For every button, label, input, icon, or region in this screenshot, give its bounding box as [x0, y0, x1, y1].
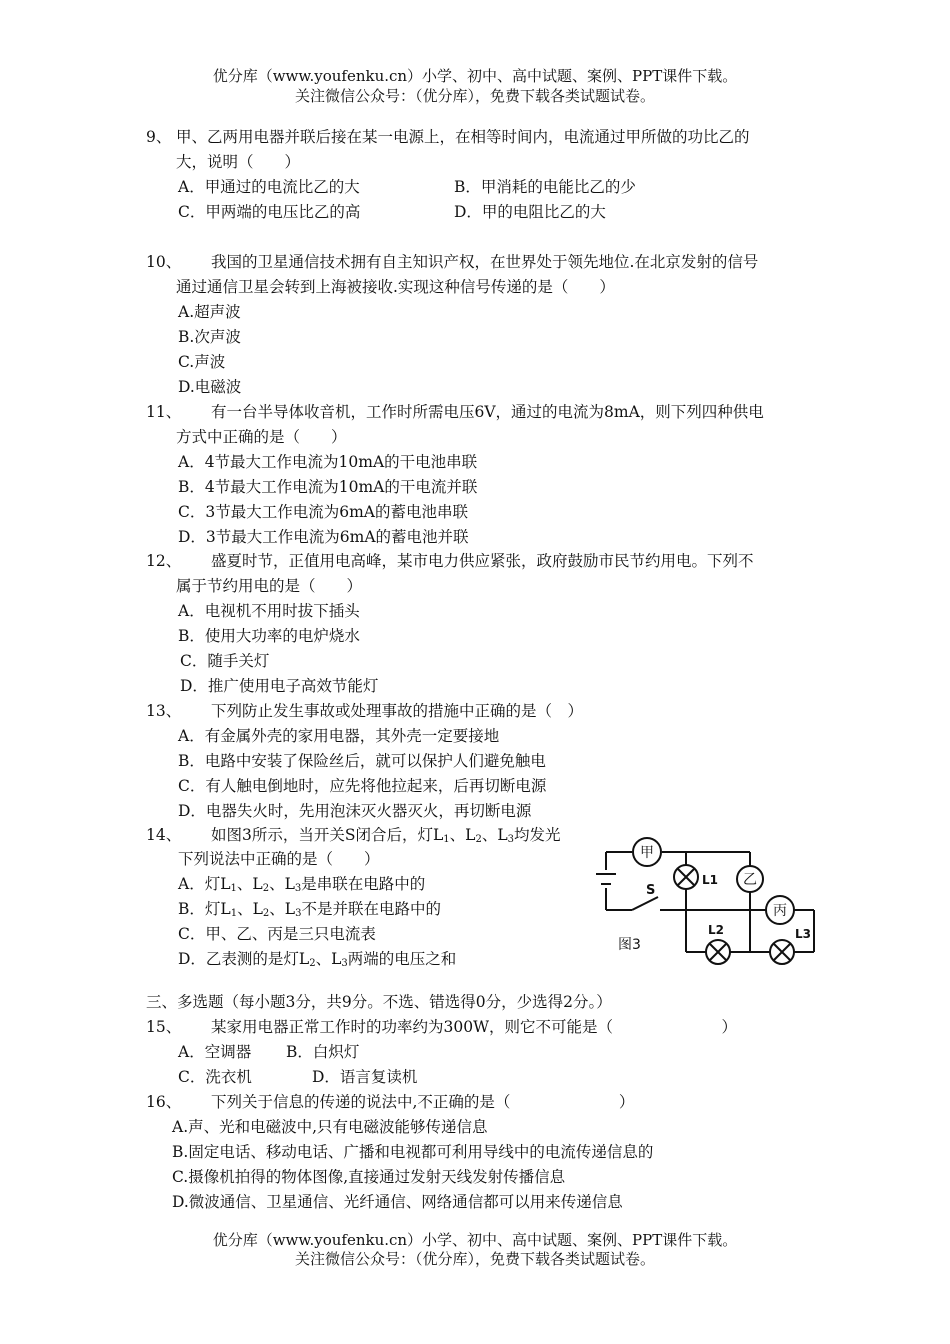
option-c: C．3节最大工作电流为6mA的蓄电池串联	[178, 503, 468, 521]
question-number: 11、	[146, 403, 182, 421]
question-stem: 甲、乙两用电器并联后接在某一电源上，在相等时间内，电流通过甲所做的功比乙的	[176, 128, 750, 146]
lamp-l3-icon	[770, 927, 811, 964]
option-d: D．甲的电阻比乙的大	[454, 203, 606, 221]
option-a: A．4节最大工作电流为10mA的干电池串联	[178, 453, 478, 471]
question-stem-cont: 通过通信卫星会转到上海被接收.实现这种信号传递的是（ ）	[176, 278, 615, 296]
svg-text:乙: 乙	[743, 872, 757, 888]
option-b: B．电路中安装了保险丝后，就可以保护人们避免触电	[178, 752, 546, 770]
switch-label: S	[646, 883, 656, 898]
page-header-line-2: 关注微信公众号：（优分库），免费下载各类试题试卷。	[294, 87, 655, 105]
option-a: A．电视机不用时拔下插头	[178, 602, 360, 620]
question-stem: 盛夏时节，正值用电高峰，某市电力供应紧张，政府鼓励市民节约用电。下列不	[211, 552, 754, 570]
question-stem-cont: 大，说明（ ）	[176, 153, 301, 171]
question-number: 12、	[146, 552, 182, 570]
page-footer-line-1: 优分库（www.youfenku.cn）小学、初中、高中试题、案例、PPT课件下载。	[212, 1231, 738, 1249]
svg-text:L3: L3	[795, 927, 811, 941]
option-d: D.电磁波	[178, 378, 242, 396]
svg-text:L1: L1	[702, 873, 718, 887]
option-b: B.次声波	[178, 328, 241, 346]
option-a: A．有金属外壳的家用电器，其外壳一定要接地	[178, 727, 500, 745]
option-b: B．灯$L_1$、$L_2$、$L_3$不是并联在电路中的	[178, 900, 441, 919]
question-stem: 某家用电器正常工作时的功率约为300W，则它不可能是（ ）	[211, 1018, 738, 1036]
page-header-line-1: 优分库（www.youfenku.cn）小学、初中、高中试题、案例、PPT课件下载。	[212, 67, 738, 85]
option-c: C.声波	[178, 353, 226, 371]
option-c: C．有人触电倒地时，应先将他拉起来，后再切断电源	[178, 777, 547, 795]
circuit-figure	[596, 834, 820, 972]
option-d: D.微波通信、卫星通信、光纤通信、网络通信都可以用来传递信息	[172, 1193, 623, 1211]
option-d: D．电器失火时，先用泡沫灭火器灭火，再切断电源	[178, 802, 532, 820]
question-stem: 如图3所示，当开关S闭合后，灯$L_1$、$L_2$、$L_3$均发光	[211, 826, 561, 845]
ammeter-jia-icon	[633, 838, 661, 866]
option-c: C．随手关灯	[180, 652, 270, 670]
svg-text:丙: 丙	[773, 903, 787, 919]
option-b: B．甲消耗的电能比乙的少	[454, 178, 636, 196]
question-stem: 我国的卫星通信技术拥有自主知识产权，在世界处于领先地位.在北京发射的信号	[211, 253, 759, 271]
question-number: 16、	[146, 1093, 182, 1111]
section-title: 三、多选题（每小题3分，共9分。不选、错选得0分，少选得2分。）	[146, 993, 612, 1011]
option-c: C．洗衣机	[178, 1068, 252, 1086]
option-a: A．灯$L_1$、$L_2$、$L_3$是串联在电路中的	[178, 875, 426, 894]
question-stem: 有一台半导体收音机，工作时所需电压6V，通过的电流为8mA，则下列四种供电	[211, 403, 764, 421]
svg-text:甲: 甲	[640, 845, 654, 861]
figure-caption: 图3	[618, 937, 641, 953]
lamp-l2-icon	[706, 923, 730, 964]
question-number: 10、	[146, 253, 182, 271]
option-b: B．使用大功率的电炉烧水	[178, 627, 360, 645]
option-c: C．甲、乙、丙是三只电流表	[178, 925, 376, 943]
svg-text:L2: L2	[708, 923, 724, 937]
question-number: 13、	[146, 702, 182, 720]
option-d: D．语言复读机	[312, 1068, 418, 1086]
option-d: D．推广使用电子高效节能灯	[180, 677, 379, 695]
question-number: 9、	[146, 128, 172, 146]
question-stem-cont: 属于节约用电的是（ ）	[176, 577, 363, 595]
meter-bing-icon	[766, 896, 794, 924]
question-stem: 下列关于信息的传递的说法中,不正确的是（ ）	[211, 1093, 635, 1111]
option-b: B．白炽灯	[286, 1043, 360, 1061]
option-d: D．3节最大工作电流为6mA的蓄电池并联	[178, 528, 469, 546]
question-number: 15、	[146, 1018, 182, 1036]
option-a: A.声、光和电磁波中,只有电磁波能够传递信息	[172, 1118, 488, 1136]
option-c: C．甲两端的电压比乙的高	[178, 203, 361, 221]
question-number: 14、	[146, 826, 182, 844]
option-a: A．空调器	[178, 1043, 252, 1061]
question-stem-cont: 方式中正确的是（ ）	[176, 428, 347, 446]
meter-yi-icon	[737, 866, 763, 892]
option-c: C.摄像机拍得的物体图像,直接通过发射天线发射传播信息	[172, 1168, 566, 1186]
question-stem-cont: 下列说法中正确的是（ ）	[178, 850, 380, 868]
option-a: A．甲通过的电流比乙的大	[178, 178, 360, 196]
option-b: B.固定电话、移动电话、广播和电视都可利用导线中的电流传递信息的	[172, 1143, 654, 1161]
lamp-l1-icon	[674, 865, 718, 889]
option-d: D．乙表测的是灯$L_2$、$L_3$两端的电压之和	[178, 950, 457, 969]
page-footer-line-2: 关注微信公众号：（优分库），免费下载各类试题试卷。	[294, 1250, 655, 1268]
question-stem: 下列防止发生事故或处理事故的措施中正确的是（ ）	[211, 702, 584, 720]
option-a: A.超声波	[178, 303, 241, 321]
option-b: B．4节最大工作电流为10mA的干电流并联	[178, 478, 478, 496]
